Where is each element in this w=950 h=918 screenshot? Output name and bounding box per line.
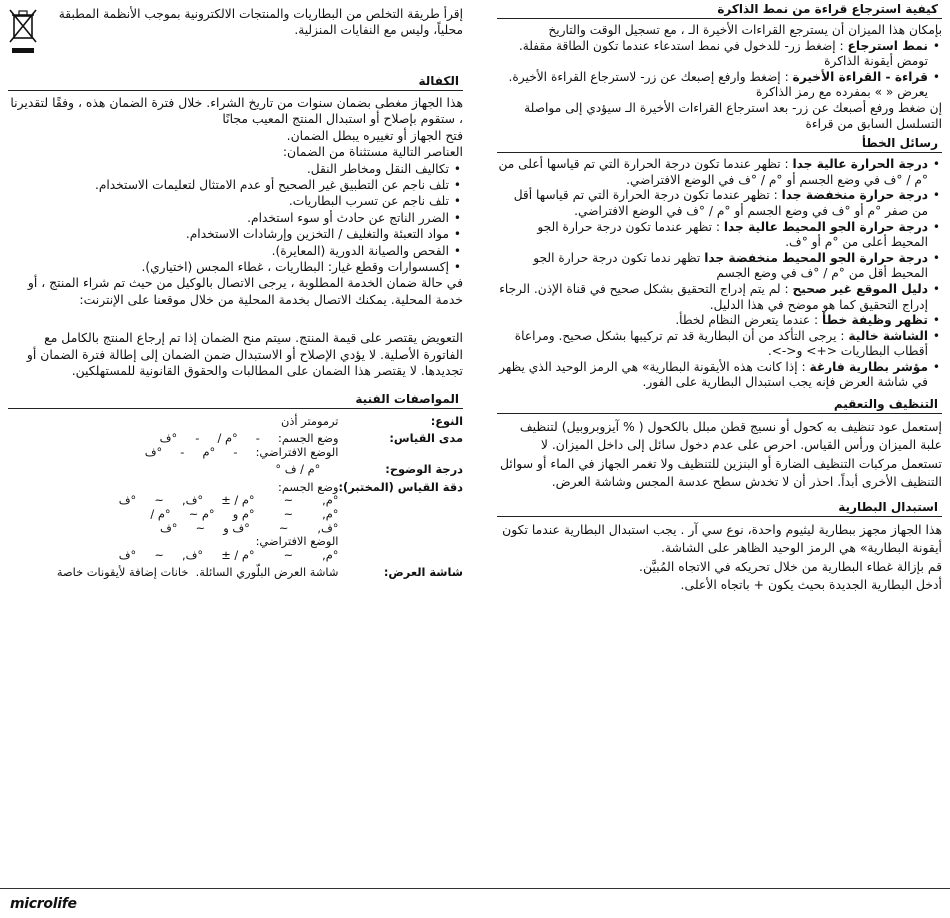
specs-table bbox=[8, 413, 463, 583]
item-title: مؤشر بطارية فارغة bbox=[809, 359, 928, 374]
list-item bbox=[497, 39, 928, 70]
list-item bbox=[497, 313, 928, 329]
item-text: : لم يتم إدراج التحقيق بشكل صحيح في قناة الإذن. الرجاء إدراج التحقيق كما هو موضح في هذا الدليل. bbox=[499, 281, 928, 312]
item-title: قراءة - القراءة الأخيرة bbox=[792, 69, 928, 84]
brand-logo: microlife bbox=[10, 896, 77, 912]
spec-value: وضع الجسم: - °م / - °ف الوضع الافتراضي: - °م - °ف bbox=[144, 431, 339, 459]
list-item bbox=[497, 157, 928, 188]
battery-text-2: قم بإزالة غطاء البطارية من خلال تحريكه في الاتجاه المُبيَّن. bbox=[639, 558, 942, 574]
item-text: : تظهر عندما تكون درجة الحرارة التي تم قياسها أقل من صفر °م أو °ف في وضع الجسم أو °م / °ف في الوضع الافتراضي. bbox=[513, 188, 928, 218]
item-text: : إضغط وارفع إصبعك عن زر- لاسترجاع القراءة الأخيرة. يعرض « » بمفرده مع رمز الذاكرة bbox=[508, 69, 928, 100]
table-row bbox=[8, 564, 463, 582]
footer-divider bbox=[0, 888, 950, 889]
item-title: درجة حرارة منخفضة جدا bbox=[781, 188, 928, 203]
item-title: درجة حرارة الجو المحيط منخفضة جدا bbox=[704, 250, 928, 265]
item-title: درجة حرارة الجو المحيط عالية جدا bbox=[723, 219, 928, 234]
item-text: تظهر ندما تكون درجة حرارة الجو المحيط أقل من °م / °ف في وضع الجسم bbox=[533, 250, 928, 281]
spec-key: دقة القياس (المختبر): bbox=[338, 479, 463, 494]
list-item bbox=[497, 282, 928, 313]
list-item bbox=[497, 360, 928, 391]
item-title: تظهر وظيفة خطأ bbox=[822, 313, 928, 328]
spec-value: وضع الجسم: °م, ~ °م / ± °ف, ~ °ف °م, ~ °م و °م ~ °م / °ف, ~ °ف و ~ °ف الوضع الافتراضي: °م, ~ °م / ± °ف, ~ °ف bbox=[118, 479, 339, 562]
cleaning-text: إستعمل عود تنظيف به كحول أو نسيج قطن مبلل بالكحول ( % آيزوبروبيل) لتنظيف علبة الميزان ورأس القياس. احرص على عدم دخول سائل إلى داخل الميزان. لا تستعمل مركبات التنظيف الضارة أو البنزين للتنظيف ولا تغمر الجهاز في الماء أو سوائل التنظيف الأخرى أبداً. احذر أن لا تخدش سطح عدسة المجس وشاشة العرض. bbox=[500, 419, 942, 490]
item-text: : تظهر عندما تكون درجة الحرارة التي تم قياسها أعلى من °م / °ف في وضع الجسم أو °م / °ف في الوضع الافتراضي. bbox=[498, 157, 928, 187]
list-item: • تكاليف النقل ومخاطر النقل. bbox=[8, 161, 449, 177]
spec-value: ترمومتر أذن bbox=[280, 413, 339, 428]
list-item: • تلف ناجم عن تسرب البطاريات. bbox=[8, 193, 449, 209]
battery-heading: استبدال البطارية bbox=[497, 498, 942, 517]
exclusions-list bbox=[8, 161, 463, 276]
disposal-notice bbox=[8, 0, 463, 60]
list-item bbox=[497, 251, 928, 282]
errors-heading: رسائل الخطأ bbox=[497, 134, 942, 153]
item-text: : إضغط زر- للدخول في نمط استدعاء عندما تكون الطاقة مقفلة. تومض أيقونة الذاكرة bbox=[518, 38, 928, 69]
crossed-bin-icon bbox=[8, 6, 38, 60]
item-title: نمط استرجاع bbox=[847, 38, 928, 53]
item-text: : يرجى التأكد من أن البطارية قد تم تركيبها بشكل صحيح. ومراعاة أقطاب البطاريات <+> و<->. bbox=[514, 328, 928, 359]
item-title: الشاشة خالية bbox=[848, 328, 928, 343]
item-title: درجة الحرارة عالية جدا bbox=[792, 157, 928, 172]
spec-value: شاشة العرض البلّوري السائلة. خانات إضافة لأيقونات خاصة bbox=[56, 565, 339, 580]
warranty-heading: الكفالة bbox=[8, 72, 463, 91]
table-row bbox=[8, 413, 463, 431]
left-column bbox=[8, 0, 463, 880]
list-item: • تلف ناجم عن التطبيق غير الصحيح أو عدم الامتثال لتعليمات الاستخدام. bbox=[8, 177, 449, 193]
cleaning-heading: التنظيف والتعقيم bbox=[497, 395, 942, 414]
warranty-p4: في حالة ضمان الخدمة المطلوبة ، يرجى الاتصال بالوكيل من حيث تم شراء المنتج ، أو خدمة المحلية. يمكنك الاتصال بخدمة المحلية من خلال موقعنا على الإنترنت: bbox=[27, 275, 463, 307]
spec-key: مدى القياس: bbox=[389, 431, 463, 446]
list-item: • الضرر الناتج عن حادث أو سوء استخدام. bbox=[8, 210, 449, 226]
right-column bbox=[497, 0, 942, 880]
recall-outro: إن ضغط ورفع أصبعك عن زر- بعد استرجاع القراءات الأخيرة الـ سيؤدي إلى مواصلة التسلسل السابق من قراءة bbox=[524, 100, 942, 131]
item-text: : إذا كانت هذه الأيقونة البطارية» هي الرمز الوحيد الذي يظهر في شاشة العرض فإنه يجب استبدال البطارية على الفور. bbox=[499, 359, 928, 390]
specs-heading: المواصفات الفنية bbox=[8, 390, 463, 409]
list-item: • الفحص والصيانة الدورية (المعايرة). bbox=[8, 243, 449, 259]
spec-key: درجة الوضوح: bbox=[385, 462, 463, 477]
spec-key: النوع: bbox=[430, 413, 463, 428]
list-item bbox=[497, 329, 928, 360]
table-row bbox=[8, 430, 463, 461]
item-text: : تظهر عندما تكون درجة حرارة الجو المحيط أعلى من °م أو °ف. bbox=[537, 219, 928, 250]
battery-text-3: أدخل البطارية الجديدة بحيث يكون + باتجاه الأعلى. bbox=[680, 576, 942, 592]
battery-text-1: هذا الجهاز مجهز ببطارية ليثيوم واحدة، نوع سي آر . يجب استبدال البطارية عندما تكون أيقونة البطارية» هي الرمز الوحيد الظاهر على الشاشة. bbox=[502, 521, 942, 556]
recall-list bbox=[497, 39, 942, 101]
warranty-p1: هذا الجهاز مغطى بضمان سنوات من تاريخ الشراء. خلال فترة الضمان هذه ، وفقًا لتقديرنا ، ستقوم بإصلاح أو استبدال المنتج المعيب مجانًا bbox=[10, 95, 463, 127]
list-item: • مواد التعبئة والتغليف / التخزين وإرشادات الاستخدام. bbox=[8, 226, 449, 242]
recall-intro: بإمكان هذا الميزان أن يسترجع القراءات الأخيرة الـ ، مع تسجيل الوقت والتاريخ bbox=[548, 23, 942, 37]
warranty-p2: فتح الجهاز أو تغييره يبطل الضمان. bbox=[286, 127, 463, 143]
recall-heading: كيفية استرجاع قراءة من نمط الذاكرة bbox=[497, 0, 942, 19]
list-item bbox=[497, 220, 928, 251]
spec-key: شاشة العرض: bbox=[383, 565, 463, 580]
disposal-text: إقرأ طريقة التخلص من البطاريات والمنتجات الالكترونية بموجب الأنظمة المطبقة محلياً، وليس مع النفايات المنزلية. bbox=[58, 7, 463, 37]
error-list bbox=[497, 157, 942, 391]
warranty-p3: العناصر التالية مستثناة من الضمان: bbox=[282, 144, 463, 160]
table-row bbox=[8, 479, 463, 565]
list-item bbox=[497, 188, 928, 219]
table-row bbox=[8, 461, 463, 479]
list-item: • إكسسوارات وقطع غيار: البطاريات ، غطاء المجس (اختياري). bbox=[8, 259, 449, 275]
item-title: دليل الموقع غير صحيح bbox=[792, 281, 928, 296]
warranty-p5: التعويض يقتصر على قيمة المنتج. سيتم منح الضمان إذا تم إرجاع المنتج بالكامل مع الفاتورة الأصلية. لا يؤدي الإصلاح أو الاستبدال ضمن الضمان إلى إطالة فترة الضمان أو تجديدها. لا يقتصر هذا الضمان على المطالبات والحقوق القانونية للمستهلكين. bbox=[26, 330, 463, 379]
spec-value: °م / ف ° bbox=[275, 462, 339, 477]
list-item bbox=[497, 70, 928, 101]
item-text: : عندما يتعرض النظام لخطأ. bbox=[675, 313, 822, 328]
